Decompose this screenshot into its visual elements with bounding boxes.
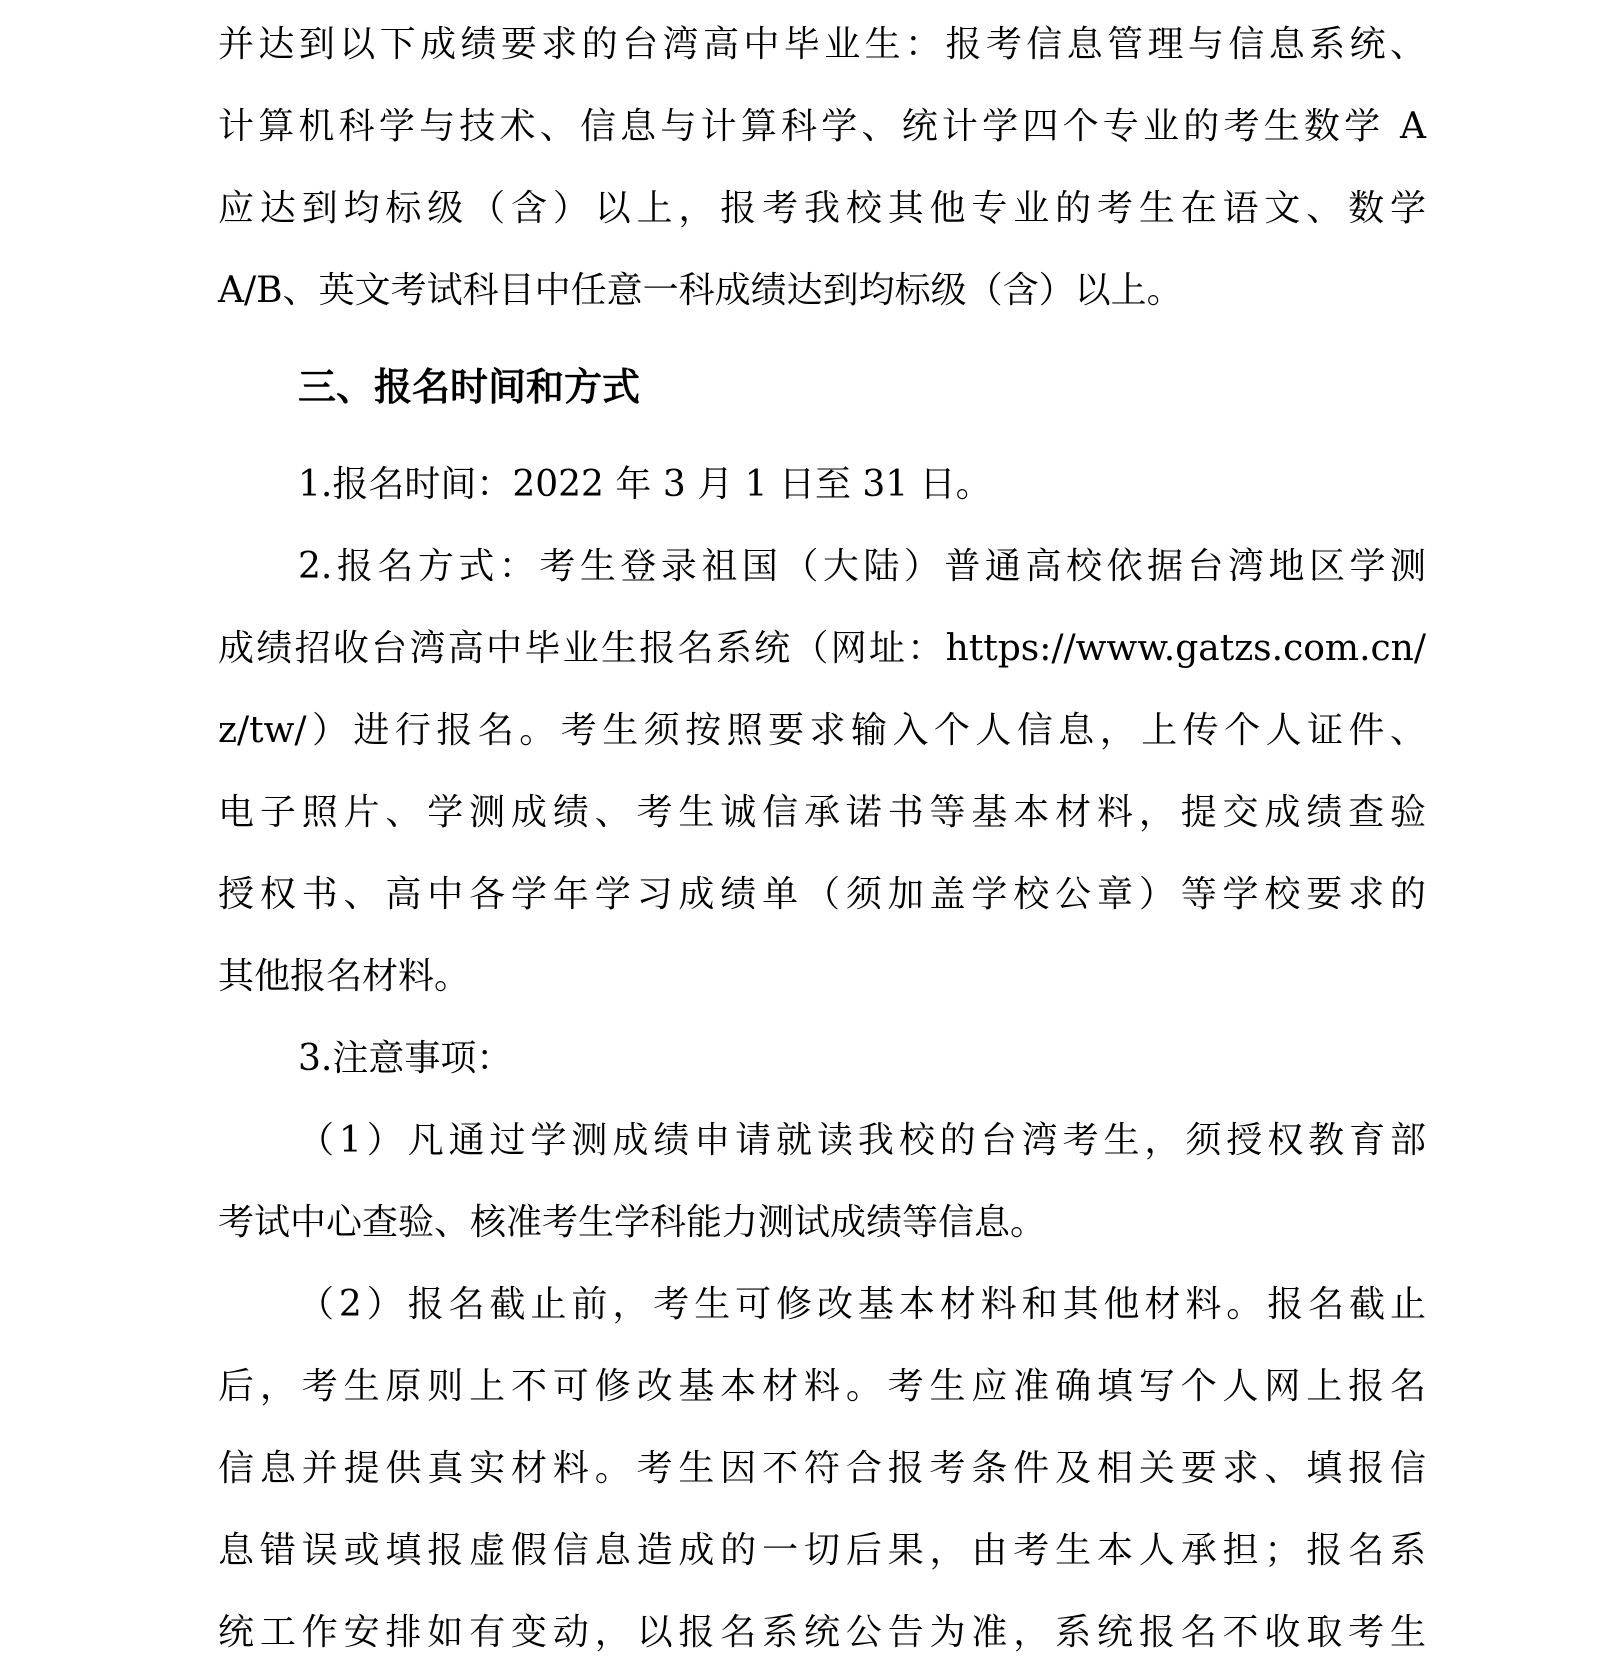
paragraph-line: A/B、英文考试科目中任意一科成绩达到均标级（含）以上。 <box>218 270 1183 311</box>
note-2-line: 统工作安排如有变动，以报名系统公告为准，系统报名不收取考生 <box>218 1612 1426 1653</box>
note-2-line: 信息并提供真实材料。考生因不符合报考条件及相关要求、填报信 <box>218 1448 1426 1489</box>
notes-heading: 3.注意事项： <box>298 1038 513 1079</box>
note-2-line: 后，考生原则上不可修改基本材料。考生应准确填写个人网上报名 <box>218 1366 1426 1407</box>
note-1-line: （1）凡通过学测成绩申请就读我校的台湾考生，须授权教育部 <box>298 1120 1426 1161</box>
registration-method-line: 授权书、高中各学年学习成绩单（须加盖学校公章）等学校要求的 <box>218 874 1426 915</box>
paragraph-line: 计算机科学与技术、信息与计算科学、统计学四个专业的考生数学 A <box>218 106 1426 147</box>
paragraph-line: 应达到均标级（含）以上，报考我校其他专业的考生在语文、数学 <box>218 188 1426 229</box>
registration-method-line: 2.报名方式：考生登录祖国（大陆）普通高校依据台湾地区学测 <box>298 546 1426 587</box>
document-body <box>218 4 1426 1660</box>
registration-method-line: 电子照片、学测成绩、考生诚信承诺书等基本材料，提交成绩查验 <box>218 792 1426 833</box>
registration-method-line: 其他报名材料。 <box>218 956 471 997</box>
section-heading: 三、报名时间和方式 <box>298 365 641 409</box>
registration-time-item: 1.报名时间：2022 年 3 月 1 日至 31 日。 <box>298 464 992 505</box>
note-2-line: 息错误或填报虚假信息造成的一切后果，由考生本人承担；报名系 <box>218 1530 1426 1571</box>
paragraph-line: 并达到以下成绩要求的台湾高中毕业生：报考信息管理与信息系统、 <box>218 24 1426 65</box>
registration-method-line: 成绩招收台湾高中毕业生报名系统（网址：https://www.gatzs.com.cn/ <box>218 628 1426 669</box>
note-2-line: （2）报名截止前，考生可修改基本材料和其他材料。报名截止 <box>298 1284 1426 1325</box>
registration-method-line: z/tw/）进行报名。考生须按照要求输入个人信息，上传个人证件、 <box>218 710 1426 751</box>
note-1-line: 考试中心查验、核准考生学科能力测试成绩等信息。 <box>218 1202 1047 1243</box>
